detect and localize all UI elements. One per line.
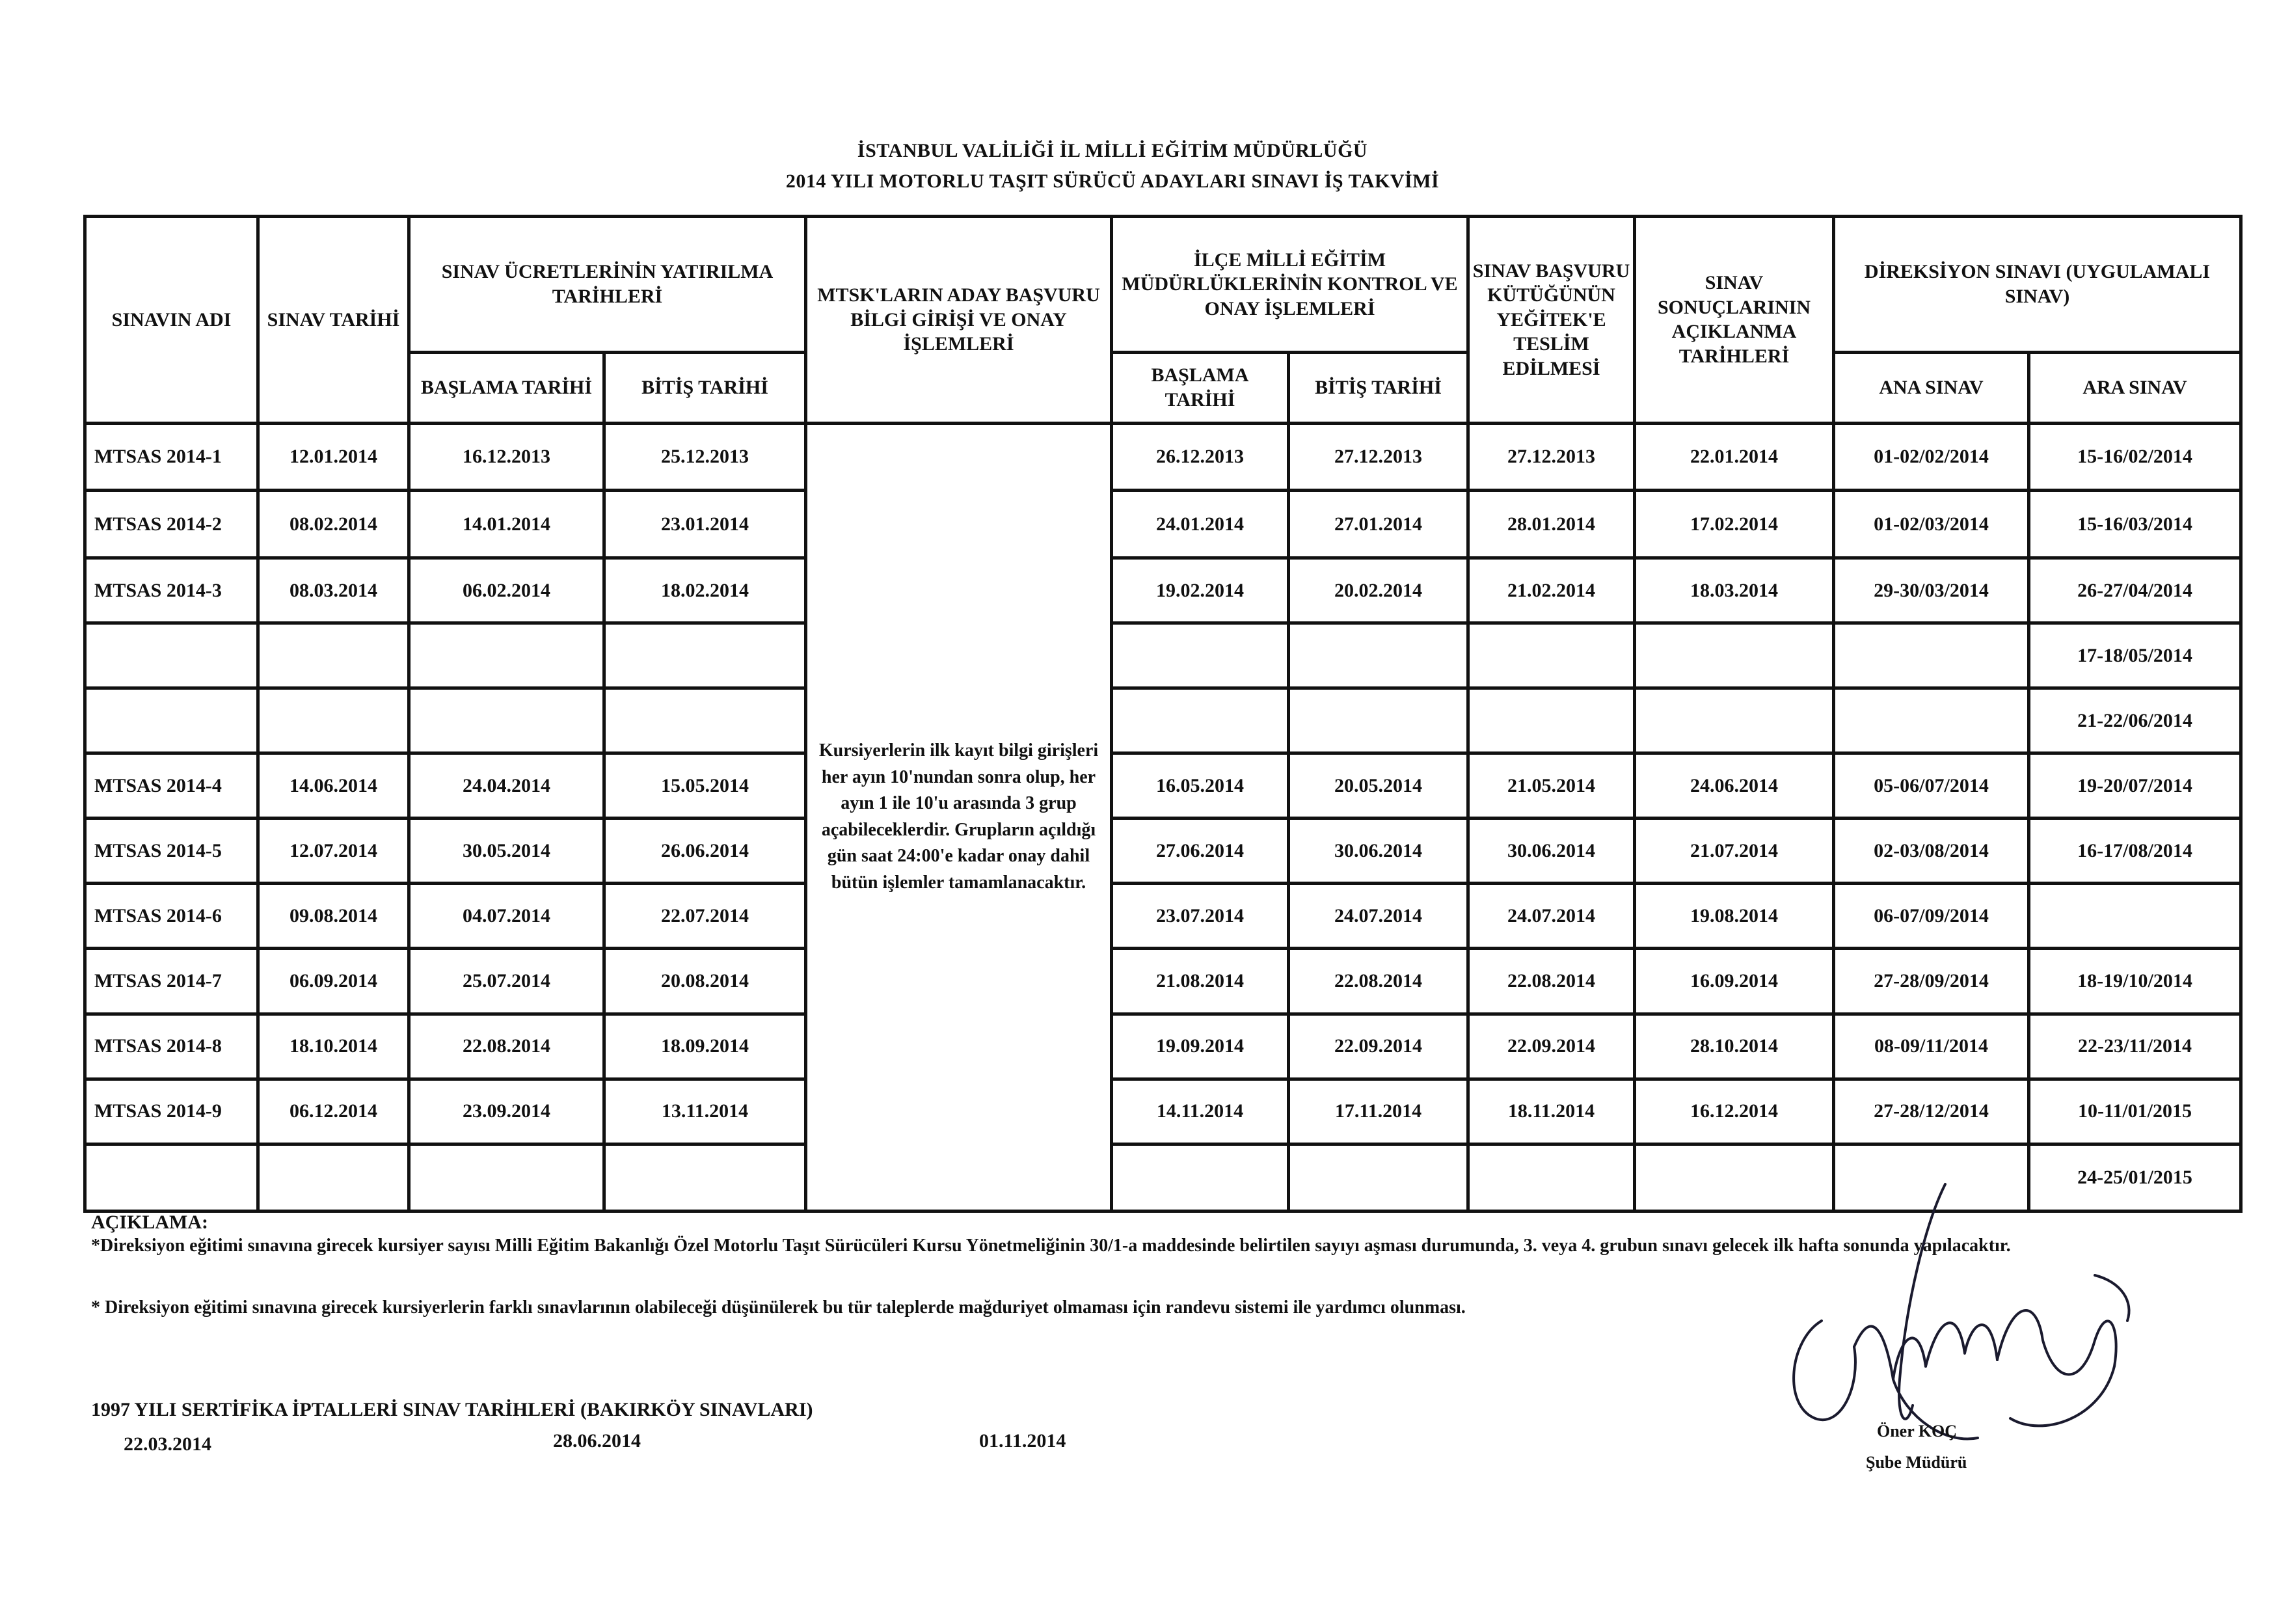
row-district-end-date: 27.12.2013 — [1289, 423, 1468, 490]
row-exam-date — [258, 623, 409, 688]
exam-schedule-table — [83, 215, 2243, 1213]
row-main-driving-exam: 27-28/12/2014 — [1834, 1079, 2029, 1144]
row-results-date — [1635, 623, 1834, 688]
row-exam-name: MTSAS 2014-5 — [85, 819, 258, 884]
row-district-end-date: 27.01.2014 — [1289, 490, 1468, 558]
table-row — [85, 1079, 2241, 1144]
row-fee-end-date — [604, 1144, 806, 1211]
row-fee-start-date — [409, 688, 604, 753]
row-district-start-date: 27.06.2014 — [1112, 819, 1289, 884]
row-exam-name: MTSAS 2014-7 — [85, 949, 258, 1014]
row-exam-date: 08.02.2014 — [258, 490, 409, 558]
table-row — [85, 884, 2241, 949]
row-fee-end-date: 23.01.2014 — [604, 490, 806, 558]
row-interim-driving-exam: 16-17/08/2014 — [2029, 819, 2241, 884]
row-fee-start-date: 16.12.2013 — [409, 423, 604, 490]
row-exam-name: MTSAS 2014-2 — [85, 490, 258, 558]
certificate-exam-date: 28.06.2014 — [553, 1430, 641, 1452]
row-interim-driving-exam: 17-18/05/2014 — [2029, 623, 2241, 688]
row-district-start-date: 14.11.2014 — [1112, 1079, 1289, 1144]
row-fee-start-date: 30.05.2014 — [409, 819, 604, 884]
col-header-kutuk: SINAV BAŞVURU KÜTÜĞÜNÜN YEĞİTEK'E TESLİM EDİLMESİ — [1468, 217, 1635, 424]
row-registry-delivery-date: 27.12.2013 — [1468, 423, 1635, 490]
note-paragraph-2: * Direksiyon eğitimi sınavına girecek kursiyerlerin farklı sınavlarının olabileceği düşünülerek bu tür taleplerde mağduriyet olmaması için randevu sistemi ile yardımcı olunması. — [91, 1297, 1466, 1318]
table-row — [85, 1014, 2241, 1079]
row-registry-delivery-date: 28.01.2014 — [1468, 490, 1635, 558]
notes-heading: AÇIKLAMA: — [91, 1211, 208, 1233]
row-exam-date: 18.10.2014 — [258, 1014, 409, 1079]
col-header-ucret-bitis: BİTİŞ TARİHİ — [604, 352, 806, 423]
row-exam-name — [85, 688, 258, 753]
col-header-ilce-bitis: BİTİŞ TARİHİ — [1289, 352, 1468, 423]
row-exam-date — [258, 688, 409, 753]
row-fee-end-date — [604, 623, 806, 688]
row-fee-start-date: 24.04.2014 — [409, 753, 604, 819]
row-exam-name: MTSAS 2014-3 — [85, 558, 258, 623]
col-header-ilce: İLÇE MİLLİ EĞİTİM MÜDÜRLÜKLERİNİN KONTROL VE ONAY İŞLEMLERİ — [1112, 217, 1468, 353]
row-results-date: 17.02.2014 — [1635, 490, 1834, 558]
row-fee-end-date: 18.09.2014 — [604, 1014, 806, 1079]
row-district-end-date — [1289, 623, 1468, 688]
row-results-date: 24.06.2014 — [1635, 753, 1834, 819]
row-district-end-date: 17.11.2014 — [1289, 1079, 1468, 1144]
signatory-title: Şube Müdürü — [1866, 1453, 1967, 1472]
row-exam-date: 12.01.2014 — [258, 423, 409, 490]
row-fee-start-date: 04.07.2014 — [409, 884, 604, 949]
row-interim-driving-exam: 18-19/10/2014 — [2029, 949, 2241, 1014]
table-row — [85, 688, 2241, 753]
row-registry-delivery-date: 22.09.2014 — [1468, 1014, 1635, 1079]
row-district-start-date: 19.09.2014 — [1112, 1014, 1289, 1079]
row-fee-start-date — [409, 1144, 604, 1211]
certificate-exam-date: 22.03.2014 — [124, 1433, 211, 1455]
row-results-date: 28.10.2014 — [1635, 1014, 1834, 1079]
table-row — [85, 623, 2241, 688]
row-fee-start-date: 23.09.2014 — [409, 1079, 604, 1144]
row-interim-driving-exam: 24-25/01/2015 — [2029, 1144, 2241, 1211]
row-results-date — [1635, 688, 1834, 753]
row-fee-start-date: 14.01.2014 — [409, 490, 604, 558]
row-registry-delivery-date — [1468, 688, 1635, 753]
row-fee-end-date: 25.12.2013 — [604, 423, 806, 490]
row-main-driving-exam — [1834, 688, 2029, 753]
row-fee-end-date: 15.05.2014 — [604, 753, 806, 819]
row-exam-date: 08.03.2014 — [258, 558, 409, 623]
row-main-driving-exam: 01-02/03/2014 — [1834, 490, 2029, 558]
row-district-start-date — [1112, 623, 1289, 688]
row-district-end-date: 20.02.2014 — [1289, 558, 1468, 623]
table-row — [85, 423, 2241, 490]
row-district-start-date: 16.05.2014 — [1112, 753, 1289, 819]
row-exam-date: 06.09.2014 — [258, 949, 409, 1014]
row-results-date: 16.09.2014 — [1635, 949, 1834, 1014]
row-interim-driving-exam: 15-16/03/2014 — [2029, 490, 2241, 558]
row-main-driving-exam: 08-09/11/2014 — [1834, 1014, 2029, 1079]
row-district-end-date — [1289, 1144, 1468, 1211]
row-exam-name: MTSAS 2014-6 — [85, 884, 258, 949]
row-district-start-date: 19.02.2014 — [1112, 558, 1289, 623]
row-fee-start-date: 22.08.2014 — [409, 1014, 604, 1079]
row-main-driving-exam: 01-02/02/2014 — [1834, 423, 2029, 490]
row-main-driving-exam — [1834, 623, 2029, 688]
col-header-ilce-baslama: BAŞLAMA TARİHİ — [1112, 352, 1289, 423]
row-main-driving-exam: 05-06/07/2014 — [1834, 753, 2029, 819]
col-header-sonuc: SINAV SONUÇLARININ AÇIKLANMA TARİHLERİ — [1635, 217, 1834, 424]
row-district-end-date: 20.05.2014 — [1289, 753, 1468, 819]
row-district-start-date: 21.08.2014 — [1112, 949, 1289, 1014]
row-registry-delivery-date: 21.02.2014 — [1468, 558, 1635, 623]
col-header-mtsk: MTSK'LARIN ADAY BAŞVURU BİLGİ GİRİŞİ VE ONAY İŞLEMLERİ — [806, 217, 1112, 424]
row-registry-delivery-date — [1468, 623, 1635, 688]
row-fee-end-date: 18.02.2014 — [604, 558, 806, 623]
note-paragraph-1: *Direksiyon eğitimi sınavına girecek kursiyer sayısı Milli Eğitim Bakanlığı Özel Motorlu Taşıt Sürücüleri Kursu Yönetmeliğinin 30/1-a maddesinde belirtilen sayıyı aşması durumunda, 3. veya 4. grubun sınavı gelecek ilk hafta sonunda yapılacaktır. — [91, 1236, 2011, 1256]
row-interim-driving-exam: 10-11/01/2015 — [2029, 1079, 2241, 1144]
row-results-date: 22.01.2014 — [1635, 423, 1834, 490]
row-main-driving-exam: 27-28/09/2014 — [1834, 949, 2029, 1014]
row-interim-driving-exam: 26-27/04/2014 — [2029, 558, 2241, 623]
row-exam-date: 14.06.2014 — [258, 753, 409, 819]
table-row — [85, 949, 2241, 1014]
row-exam-name: MTSAS 2014-8 — [85, 1014, 258, 1079]
col-header-ana-sinav: ANA SINAV — [1834, 352, 2029, 423]
col-header-direksiyon: DİREKSİYON SINAVI (UYGULAMALI SINAV) — [1834, 217, 2241, 353]
row-interim-driving-exam: 15-16/02/2014 — [2029, 423, 2241, 490]
row-district-end-date: 30.06.2014 — [1289, 819, 1468, 884]
row-main-driving-exam: 02-03/08/2014 — [1834, 819, 2029, 884]
col-header-sinav-adi: SINAVIN ADI — [85, 217, 258, 424]
row-district-start-date — [1112, 688, 1289, 753]
signatory-name: Öner KOÇ — [1877, 1422, 1958, 1441]
row-exam-date: 12.07.2014 — [258, 819, 409, 884]
row-exam-name: MTSAS 2014-9 — [85, 1079, 258, 1144]
row-results-date: 18.03.2014 — [1635, 558, 1834, 623]
certificate-exam-date: 01.11.2014 — [979, 1430, 1066, 1452]
row-main-driving-exam: 06-07/09/2014 — [1834, 884, 2029, 949]
document-subtitle: 2014 YILI MOTORLU TAŞIT SÜRÜCÜ ADAYLARI SINAVI İŞ TAKVİMİ — [785, 170, 1440, 192]
row-results-date: 19.08.2014 — [1635, 884, 1834, 949]
row-exam-date — [258, 1144, 409, 1211]
row-interim-driving-exam — [2029, 884, 2241, 949]
row-interim-driving-exam: 21-22/06/2014 — [2029, 688, 2241, 753]
col-header-sinav-tarihi: SINAV TARİHİ — [258, 217, 409, 424]
row-registry-delivery-date: 30.06.2014 — [1468, 819, 1635, 884]
row-fee-start-date: 25.07.2014 — [409, 949, 604, 1014]
row-registry-delivery-date: 21.05.2014 — [1468, 753, 1635, 819]
row-exam-name — [85, 1144, 258, 1211]
table-row — [85, 819, 2241, 884]
row-fee-end-date: 13.11.2014 — [604, 1079, 806, 1144]
row-fee-start-date — [409, 623, 604, 688]
col-header-ucret: SINAV ÜCRETLERİNİN YATIRILMA TARİHLERİ — [409, 217, 806, 353]
table-row — [85, 558, 2241, 623]
row-exam-date: 06.12.2014 — [258, 1079, 409, 1144]
row-district-end-date — [1289, 688, 1468, 753]
row-fee-end-date: 20.08.2014 — [604, 949, 806, 1014]
row-exam-name — [85, 623, 258, 688]
row-exam-name: MTSAS 2014-1 — [85, 423, 258, 490]
row-interim-driving-exam: 22-23/11/2014 — [2029, 1014, 2241, 1079]
row-fee-start-date: 06.02.2014 — [409, 558, 604, 623]
row-district-start-date — [1112, 1144, 1289, 1211]
col-header-ara-sinav: ARA SINAV — [2029, 352, 2241, 423]
row-district-end-date: 22.09.2014 — [1289, 1014, 1468, 1079]
row-registry-delivery-date: 24.07.2014 — [1468, 884, 1635, 949]
row-registry-delivery-date: 18.11.2014 — [1468, 1079, 1635, 1144]
row-exam-name: MTSAS 2014-4 — [85, 753, 258, 819]
row-district-start-date: 23.07.2014 — [1112, 884, 1289, 949]
row-main-driving-exam: 29-30/03/2014 — [1834, 558, 2029, 623]
row-registry-delivery-date: 22.08.2014 — [1468, 949, 1635, 1014]
row-fee-end-date: 22.07.2014 — [604, 884, 806, 949]
row-district-start-date: 24.01.2014 — [1112, 490, 1289, 558]
table-row — [85, 490, 2241, 558]
row-district-end-date: 24.07.2014 — [1289, 884, 1468, 949]
row-interim-driving-exam: 19-20/07/2014 — [2029, 753, 2241, 819]
row-district-start-date: 26.12.2013 — [1112, 423, 1289, 490]
certificate-exam-title: 1997 YILI SERTİFİKA İPTALLERİ SINAV TARİHLERİ (BAKIRKÖY SINAVLARI) — [91, 1399, 813, 1420]
row-fee-end-date: 26.06.2014 — [604, 819, 806, 884]
table-row — [85, 753, 2241, 819]
row-fee-end-date — [604, 688, 806, 753]
row-district-end-date: 22.08.2014 — [1289, 949, 1468, 1014]
col-header-ucret-baslama: BAŞLAMA TARİHİ — [409, 352, 604, 423]
document-title: İSTANBUL VALİLİĞİ İL MİLLİ EĞİTİM MÜDÜRLÜĞÜ — [857, 140, 1368, 161]
row-registry-delivery-date — [1468, 1144, 1635, 1211]
mtsk-note-cell: Kursiyerlerin ilk kayıt bilgi girişleri her ayın 10'nundan sonra olup, her ayın 1 ile 10'u arasında 3 grup açabileceklerdir. Grupların açıldığı gün saat 24:00'e kadar onay dahil bütün işlemler tamamlanacaktır. — [806, 423, 1112, 1211]
row-results-date: 21.07.2014 — [1635, 819, 1834, 884]
row-results-date: 16.12.2014 — [1635, 1079, 1834, 1144]
row-exam-date: 09.08.2014 — [258, 884, 409, 949]
